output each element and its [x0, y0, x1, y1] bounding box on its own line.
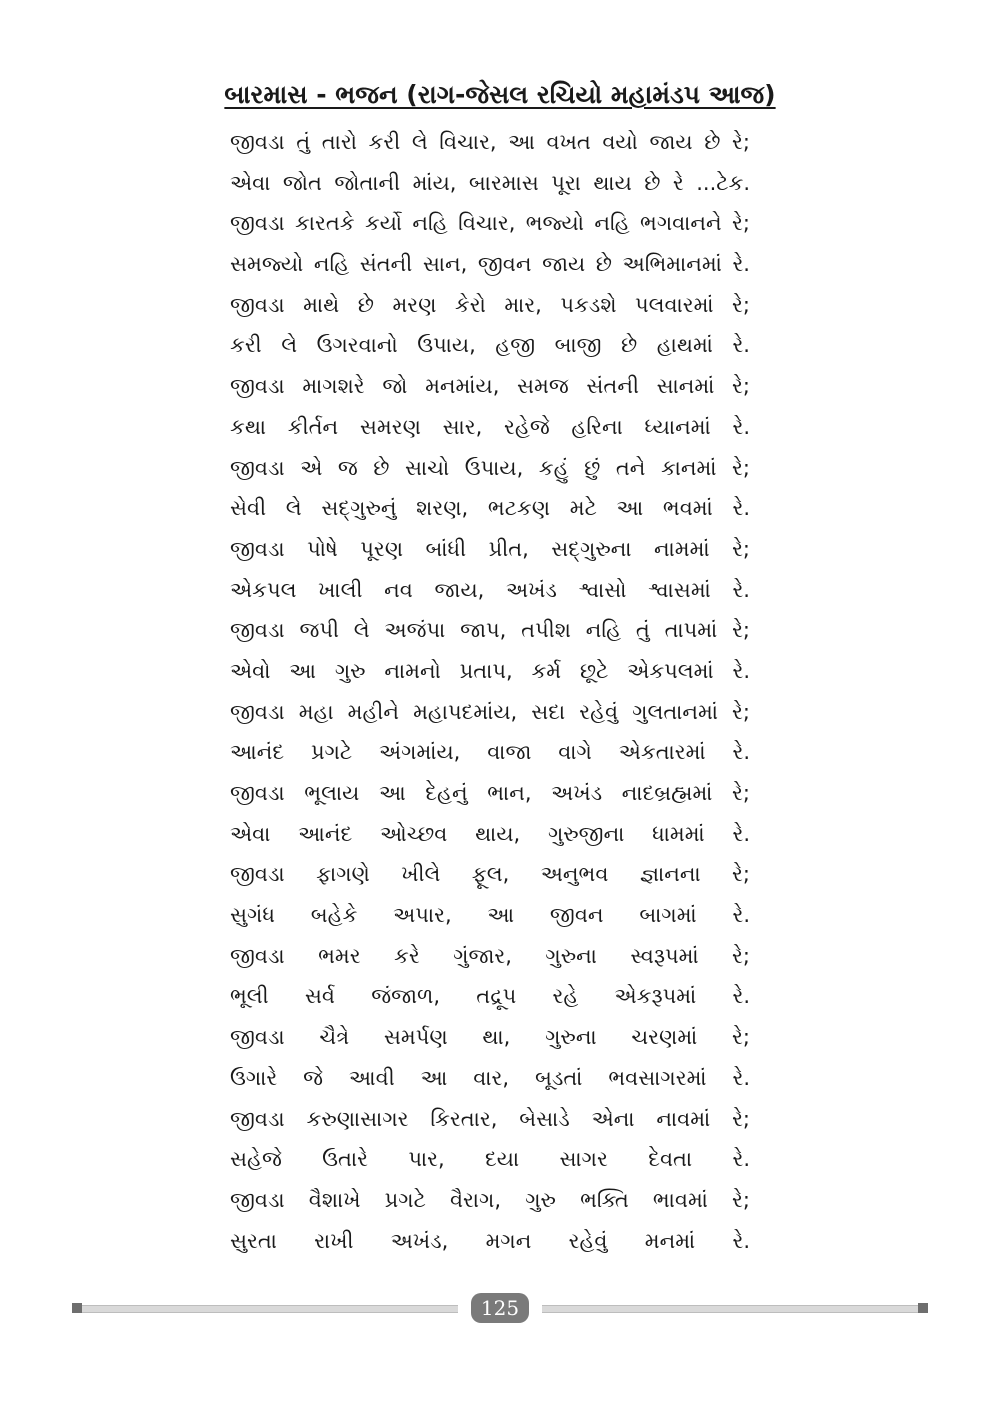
verse-line: જીવડા ભમર કરે ગુંજાર, ગુરુના સ્વરૂપમાં રે; — [230, 943, 750, 968]
page-number-badge: 125 — [471, 1293, 529, 1323]
verse-line: જીવડા તું તારો કરી લે વિચાર, આ વખત વયો જાય છે રે; — [230, 130, 750, 154]
verse-line: સુગંધ બહેકે અપાર, આ જીવન બાગમાં રે. — [230, 903, 750, 928]
footer-rule-cap-left — [72, 1303, 82, 1313]
page-footer — [72, 1291, 928, 1325]
verse-line: જીવડા જપી લે અજંપા જાપ, તપીશ નહિ તું તાપમાં રે; — [230, 618, 750, 643]
verse-line: જીવડા એ જ છે સાચો ઉપાય, કહું છું તને કાનમાં રે; — [230, 455, 750, 480]
page-title: બારમાસ - ભજન (રાગ-જેસલ રચિયો મહામંડપ આજ) — [224, 80, 776, 109]
verse-line: જીવડા કારતકે કર્યો નહિ વિચાર, ભજ્યો નહિ ભગવાનને રે; — [230, 211, 750, 236]
footer-rule-left — [72, 1305, 458, 1313]
verse-line: જીવડા વૈશાખે પ્રગટે વૈરાગ, ગુરુ ભક્તિ ભાવમાં રે; — [230, 1187, 750, 1212]
verse-line: સહેજે ઉતારે પાર, દયા સાગર દેવતા રે. — [230, 1147, 750, 1172]
verse-line: ભૂલી સર્વ જંજાળ, તદ્રૂપ રહે એકરૂપમાં રે. — [230, 984, 750, 1009]
verse-line: સેવી લે સદ્ગુરુનું શરણ, ભટકણ મટે આ ભવમાં રે. — [230, 496, 750, 521]
verse-line: જીવડા માગશરે જો મનમાંય, સમજ સંતની સાનમાં રે; — [230, 374, 750, 399]
verse-line: ઉગારે જે આવી આ વાર, બૂડતાં ભવસાગરમાં રે. — [230, 1065, 750, 1090]
verse-line: એવા આનંદ ઓચ્છવ થાય, ગુરુજીના ધામમાં રે. — [230, 821, 750, 846]
verse-line: એવા જોત જોતાની માંય, બારમાસ પૂરા થાય છે રે ...ટેક. — [230, 170, 750, 195]
verse-line: જીવડા ફાગણે ખીલે ફૂલ, અનુભવ જ્ઞાનના રે; — [230, 862, 750, 887]
verse-line: જીવડા કરુણાસાગર કિરતાર, બેસાડે એના નાવમાં રે; — [230, 1106, 750, 1131]
verse-line: આનંદ પ્રગટે અંગમાંય, વાજા વાગે એકતારમાં રે. — [230, 740, 750, 765]
verse-line: કરી લે ઉગરવાનો ઉપાય, હજી બાજી છે હાથમાં રે. — [230, 333, 750, 358]
verse-line: જીવડા ચૈત્રે સમર્પણ થા, ગુરુના ચરણમાં રે; — [230, 1025, 750, 1050]
verse-line: કથા કીર્તન સમરણ સાર, રહેજે હરિના ધ્યાનમાં રે. — [230, 414, 750, 439]
verse-line: સમજ્યો નહિ સંતની સાન, જીવન જાય છે અભિમાનમાં રે. — [230, 252, 750, 277]
verse-line: જીવડા માથે છે મરણ કેરો માર, પકડશે પલવારમાં રે; — [230, 292, 750, 317]
verse-line: સુરતા રાખી અખંડ, મગન રહેવું મનમાં રે. — [230, 1228, 750, 1253]
footer-rule-right — [542, 1305, 928, 1313]
verse-line: જીવડા ભૂલાય આ દેહનું ભાન, અખંડ નાદબ્રહ્મમાં રે; — [230, 781, 750, 805]
footer-rule-cap-right — [918, 1303, 928, 1313]
bhajan-verse — [230, 122, 750, 1261]
verse-line: જીવડા પોષે પૂરણ બાંધી પ્રીત, સદ્ગુરુના નામમાં રે; — [230, 536, 750, 561]
verse-line: એકપલ ખાલી નવ જાય, અખંડ શ્વાસો શ્વાસમાં રે. — [230, 577, 750, 602]
verse-line: જીવડા મહા મહીને મહાપદમાંય, સદા રહેવું ગુલતાનમાં રે; — [230, 699, 750, 724]
verse-line: એવો આ ગુરુ નામનો પ્રતાપ, કર્મ છૂટે એકપલમાં રે. — [230, 658, 750, 683]
